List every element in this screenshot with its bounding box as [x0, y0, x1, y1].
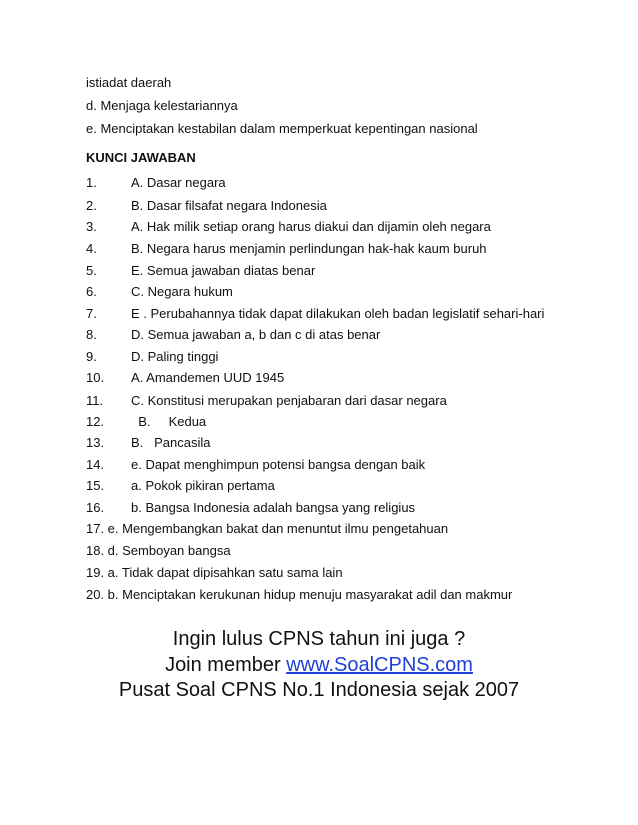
answer-number: 2. — [86, 198, 97, 213]
answer-number: 13. — [86, 435, 105, 450]
answer-number: 12. — [86, 414, 105, 429]
answer-text: B. Pancasila — [131, 435, 211, 450]
answer-text: C. Negara hukum — [131, 284, 233, 299]
answer-text: D. Semua jawaban a, b dan c di atas benar — [131, 327, 381, 342]
promo-line-3: Pusat Soal CPNS No.1 Indonesia sejak 2007 — [118, 679, 520, 701]
answer-text: E. Semua jawaban diatas benar — [131, 263, 316, 278]
answer-number: 8. — [86, 327, 97, 342]
answer-text: D. Paling tinggi — [131, 349, 219, 364]
answer-number: 3. — [86, 219, 97, 234]
answer-text: a. Pokok pikiran pertama — [131, 478, 275, 493]
answer-number: 5. — [86, 263, 97, 278]
answer-text: b. Bangsa Indonesia adalah bangsa yang religius — [131, 500, 416, 515]
answer-row-inline: 19. a. Tidak dapat dipisahkan satu sama lain — [86, 565, 343, 580]
answer-text: e. Dapat menghimpun potensi bangsa dengan baik — [131, 457, 426, 472]
answer-text: B. Negara harus menjamin perlindungan hak-hak kaum buruh — [131, 241, 487, 256]
answer-number: 15. — [86, 478, 105, 493]
answer-text: A. Hak milik setiap orang harus diakui dan dijamin oleh negara — [131, 219, 491, 234]
answer-text: B. Dasar filsafat negara Indonesia — [131, 198, 327, 213]
promo-line-2 — [0, 653, 638, 677]
intro-line-1: istiadat daerah — [86, 75, 172, 90]
answer-number: 7. — [86, 306, 97, 321]
answer-row-inline: 20. b. Menciptakan kerukunan hidup menuju masyarakat adil dan makmur — [86, 587, 513, 602]
promo-link[interactable]: www.SoalCPNS.com — [286, 654, 473, 676]
promo-join-text: Join member — [165, 654, 287, 676]
answer-key-heading: KUNCI JAWABAN — [86, 150, 196, 165]
answer-number: 1. — [86, 175, 97, 190]
answer-text: B. Kedua — [131, 414, 207, 429]
intro-line-3: e. Menciptakan kestabilan dalam memperkuat kepentingan nasional — [86, 121, 478, 136]
answer-number: 6. — [86, 284, 97, 299]
answer-number: 4. — [86, 241, 97, 256]
answer-row-inline: 17. e. Mengembangkan bakat dan menuntut ilmu pengetahuan — [86, 521, 449, 536]
answer-text: E . Perubahannya tidak dapat dilakukan oleh badan legislatif sehari-hari — [131, 306, 545, 321]
answer-number: 9. — [86, 349, 97, 364]
answer-number: 16. — [86, 500, 105, 515]
answer-number: 14. — [86, 457, 105, 472]
promo-line-1: Ingin lulus CPNS tahun ini juga ? — [172, 628, 466, 650]
answer-number: 10. — [86, 370, 105, 385]
intro-line-2: d. Menjaga kelestariannya — [86, 98, 238, 113]
answer-text: A. Dasar negara — [131, 175, 226, 190]
answer-text: C. Konstitusi merupakan penjabaran dari dasar negara — [131, 393, 447, 408]
answer-row-inline: 18. d. Semboyan bangsa — [86, 543, 231, 558]
answer-text: A. Amandemen UUD 1945 — [131, 370, 285, 385]
answer-number: 11. — [86, 393, 104, 408]
